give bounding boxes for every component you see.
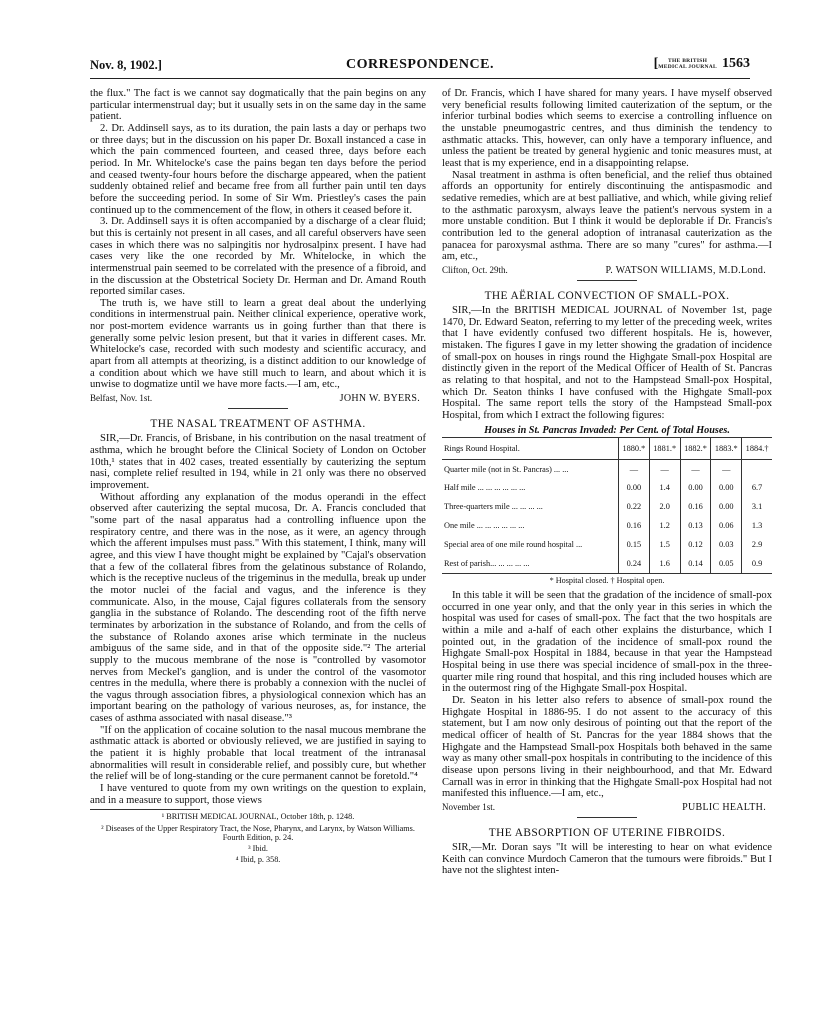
table-cell: 0.16 xyxy=(619,517,650,536)
table-note: * Hospital closed. † Hospital open. xyxy=(549,576,665,586)
table-cell: 2.0 xyxy=(649,498,680,517)
table-cell: 0.00 xyxy=(619,479,650,498)
table-cell: 0.12 xyxy=(680,536,711,555)
divider xyxy=(577,817,637,818)
signature xyxy=(442,802,772,814)
table-cell: 0.00 xyxy=(711,498,742,517)
section-title: CORRESPONDENCE. xyxy=(346,57,494,72)
table-cell: 0.13 xyxy=(680,517,711,536)
page-header xyxy=(90,56,750,79)
divider xyxy=(577,280,637,281)
signature-place: Belfast, Nov. 1st. xyxy=(90,393,153,404)
paragraph: Without affording any explanation of the modus operandi in the effect observed after cauterizing the septal mucosa, Dr. A. Francis concluded that "some part of the nasal apparatus had a controlling influence upon the respiratory centre, and there was in the nose, as it were, an agency through which the afferent impulses must pass." With this statement, I think, many will agree, and this view I have thought might be explained by "Cajal's observation that a few of the collateral fibres from the gelatinous substance of Rolando, which is the receptive nucleus of the trigeminus in the medulla, break up under the motor nuclei of the facial and vagus, and the inference is they communicate. Also, in the mouse, Cajal figures collaterals from the sensory ganglia in the substance of Rolando. The descending root of the fifth nerve terminates by arborization in the substance of Rolando, and from the cells of the substance of Rolando axones arise which terminate in the nucleus ambiguus of the same side, and in that of the opposite side."² The arterial supply to the mucous membrane of the nose is "controlled by vasomotor nerves from Meckel's ganglion, and is under the control of the vasomotor centres in the medulla, where there is probably a connexion with the nuclei of the vagus through association fibres, a physiological connexion which has an important bearing on the pathology of various neuroses, as, for instance, the cases of asthma associated with nasal disease."³ xyxy=(90,491,426,725)
table-cell: 1.5 xyxy=(649,536,680,555)
signature-name: JOHN W. BYERS. xyxy=(339,393,420,405)
table-cell: 0.05 xyxy=(711,555,742,574)
signature-name: PUBLIC HEALTH. xyxy=(682,801,766,813)
signature-place: November 1st. xyxy=(442,801,495,812)
right-column xyxy=(442,88,772,877)
issue-date: Nov. 8, 1902.] xyxy=(90,58,162,72)
table-row xyxy=(442,536,772,555)
table-row xyxy=(442,479,772,498)
table-cell: 0.00 xyxy=(711,479,742,498)
page-number: 1563 xyxy=(722,56,750,71)
table-cell: 0.9 xyxy=(751,559,763,569)
paragraph: "If on the application of cocaine solution to the nasal mucous membrane the asthmatic attack is aborted or obviously relieved, we are justified in saying to the patient it is highly probable that local treatment of the intranasal abnormalities will result in considerable relief, and possibly cure, but whether the relief will be of long-standing or the cure permanent cannot be foretold."⁴ xyxy=(90,724,426,783)
table-cell: Quarter mile (not in St. Pancras) ... ... xyxy=(442,460,619,479)
smallpox-table xyxy=(442,437,772,574)
paragraph: The truth is, we have still to learn a great deal about the underlying conditions in intermenstrual pain. Neither clinical experience, operative work, nor post-mortem evidence warrants us in going further than that there is generally some pelvic lesion present, but that it varies in different cases. Mr. Whitelocke's case, recorded with such modesty and scientific accuracy, and apart from all attempts at theorizing, is a distinct addition to our knowledge of a condition about which we have still much to learn, and about which it is unwise to dogmatize until we have more facts.—I am, etc., xyxy=(90,297,426,391)
table-cell: 1.3 xyxy=(751,521,763,531)
footnote: ² Diseases of the Upper Respiratory Tract, the Nose, Pharynx, and Larynx, by Watson Williams. Fourth Edition, p. 24. xyxy=(101,823,415,842)
table-cell: — xyxy=(711,460,742,479)
paragraph: I have ventured to quote from my own writings on the question to explain, and in a measure to support, those views xyxy=(90,783,426,806)
paragraph: 2. Dr. Addinsell says, as to its duration, the pain lasts a day or perhaps two or three days; but in the discussion on his paper Dr. Boxall instanced a case in which the pain commenced fourteen, and ceased three, days before each period. In Mr. Whitelocke's case the pains began ten days before the period and ceased twenty-four hours before the discharge appeared, when the patient suddenly obtained relief and became free from all further pain until ten days before the succeeding period. In some of Sir Wm. Priestley's cases the pain continued up to the commencement of the flow, in others it ceased before it. xyxy=(90,122,426,216)
table-cell: 1.2 xyxy=(649,517,680,536)
paragraph: In this table it will be seen that the gradation of the incidence of small-pox occurred in one year only, and that the only year in this series in which the hospital was used for cases of small-pox. The fact that the two hospitals are within a mile and a-half of each other explains the disturbance, which I pointed out, in the gradation of the incidence of small-pox round the Highgate Small-pox Hospital in 1884, because in that year the Hampstead Hospital being in use there was special incidence of small-pox in the three-quarter mile ring round that hospital, and this ring included houses which are in the outermost ring of the Highgate Small-pox Hospital. xyxy=(442,590,772,695)
signature xyxy=(90,393,426,405)
table-header-row xyxy=(442,438,772,460)
column-header: 1883.* xyxy=(711,438,742,460)
footnote: ¹ BRITISH MEDICAL JOURNAL, October 18th, p. 1248. xyxy=(161,812,355,822)
table-cell: — xyxy=(619,460,650,479)
table-cell: Special area of one mile round hospital ... xyxy=(442,536,619,555)
table-cell: Three-quarters mile ... ... ... ... xyxy=(442,498,619,517)
table-cell: 0.06 xyxy=(711,517,742,536)
table-row xyxy=(442,555,772,574)
table-cell: 0.14 xyxy=(680,555,711,574)
footnote-divider xyxy=(90,809,200,810)
table-cell: 3.1 xyxy=(751,502,763,512)
paragraph: SIR,—Mr. Doran says "It will be interesting to hear on what evidence Keith can convince Murdoch Cameron that the tumours were fibroids." But I have not the slightest inten- xyxy=(442,842,772,877)
table-cell: — xyxy=(649,460,680,479)
table-cell: 2.9 xyxy=(751,540,763,550)
table-row xyxy=(442,517,772,536)
table-cell: Half mile ... ... ... ... ... ... xyxy=(442,479,619,498)
table-cell: 1.4 xyxy=(649,479,680,498)
paragraph: Nasal treatment in asthma is often beneficial, and the relief thus obtained affords an opportunity for entirely discontinuing the antispasmodic and sedative remedies, which are at best palliative, and which, while giving relief to the asthmatic paroxysm, always leave the patient's nervous system in a more unstable condition. But I think it would be deplorable if Dr. Francis's contribution led to the general adoption of intranasal cauterization as the panacea for paroxysmal asthma. There are so many "cures" for asthma.—I am, etc., xyxy=(442,169,772,263)
column-header: 1881.* xyxy=(649,438,680,460)
left-column xyxy=(90,88,426,864)
article-title: THE ABSORPTION OF UTERINE FIBROIDS. xyxy=(488,826,726,839)
signature xyxy=(442,265,772,277)
table-caption: Houses in St. Pancras Invaded: Per Cent. of Total Houses. xyxy=(484,424,730,436)
paragraph: of Dr. Francis, which I have shared for many years. I have myself observed very beneficial results following limited cauterization of the septum, or the inferior turbinal bodies which seems to exercise a controlling influence on the unstable pneumogastric centres, and thus diminish the tendency to asthmatic attacks. This, however, can only have a temporary influence, and unless the patient be treated by general hygienic and tonic measures must, at least that is my experience, end in a disappointing relapse. xyxy=(442,88,772,169)
table-row xyxy=(442,498,772,517)
article-title: THE NASAL TREATMENT OF ASTHMA. xyxy=(150,417,366,430)
table-cell: 0.03 xyxy=(711,536,742,555)
table-cell xyxy=(742,460,772,479)
journal-page: [ THE BRITISH MEDICAL JOURNAL 1563 xyxy=(653,56,750,71)
table-cell: 1.6 xyxy=(649,555,680,574)
paragraph: SIR,—Dr. Francis, of Brisbane, in his contribution on the nasal treatment of asthma, which he brought before the Clinical Society of London on October 10th,¹ states that in 402 cases, treated essentially by cauterizing the septum nasi, complete relief resulted in 194, while in 21 only was there no observed improvement. xyxy=(90,433,426,491)
column-header: Rings Round Hospital. xyxy=(442,438,619,460)
paragraph: SIR,—In the BRITISH MEDICAL JOURNAL of November 1st, page 1470, Dr. Edward Seaton, referring to my letter of the preceding week, writes that I have evidently confused two different hospitals. He is, however, mistaken. The figures I gave in my letter showing the gradation of incidence of small-pox on houses in rings round the Highgate Small-pox Hospital are distinctly given in the report of the Medical Officer of Health of St. Pancras as relating to that hospital, and not to the Hampstead Small-pox Hospital, which Dr. Seaton thinks I have confused with the Highgate Small-pox Hospital. The same report tells the story of the Hampstead Small-pox Hospital, from which I extract the following figures: xyxy=(442,305,772,422)
table-cell: 0.24 xyxy=(619,555,650,574)
table-cell: Rest of parish... ... ... ... ... xyxy=(442,555,619,574)
table-row xyxy=(442,460,772,479)
article-title: THE AËRIAL CONVECTION OF SMALL-POX. xyxy=(484,289,730,302)
footnote: ⁴ Ibid, p. 358. xyxy=(235,855,281,865)
paragraph: Dr. Seaton in his letter also refers to absence of small-pox round the Highgate Hospital in 1886-95. I do not assent to the accuracy of this statement, but I am now only desirous of pointing out that the report of the medical officer of health of St. Pancras for the year 1884 shows that the Highgate and the Hampstead Small-pox Hospitals both behaved in the same way as many other small-pox hospitals in contributing to the incidence of this disease upon persons living in their neighbourhood, and that Mr. Edward Carnall was in error in thinking that the Highgate Small-pox Hospital had not manifested this influence.—I am, etc., xyxy=(442,694,772,800)
signature-name: P. WATSON WILLIAMS, M.D.Lond. xyxy=(605,264,766,276)
table-cell: 0.22 xyxy=(619,498,650,517)
footnote: ³ Ibid. xyxy=(248,843,268,853)
paragraph: the flux." The fact is we cannot say dogmatically that the pain begins on any particular intermenstrual day; but it usually sets in on the same day in the same patient. xyxy=(90,88,426,123)
journal-name: THE BRITISH MEDICAL JOURNAL xyxy=(658,57,717,70)
table-cell: — xyxy=(680,460,711,479)
signature-place: Clifton, Oct. 29th. xyxy=(442,264,508,275)
table-cell: 0.00 xyxy=(680,479,711,498)
column-header: 1882.* xyxy=(680,438,711,460)
paragraph: 3. Dr. Addinsell says it is often accompanied by a discharge of a clear fluid; but this is certainly not present in all cases, and all careful observers have seen cases in which there was no salpingitis nor hydrosalpinx present. I have had cases very like the one recorded by Mr. Whitelocke, in which the intermenstrual pain seemed to be correlated with the presence of a fibroid, and in the discussion at the Obstetrical Society Dr. Herman and Dr. Amand Routh reported similar cases. xyxy=(90,216,426,298)
table-cell: 6.7 xyxy=(751,483,763,493)
table-cell: One mile ... ... ... ... ... ... xyxy=(442,517,619,536)
column-header: 1880.* xyxy=(619,438,650,460)
table-cell: 0.16 xyxy=(680,498,711,517)
table-cell: 0.15 xyxy=(619,536,650,555)
column-header: 1884.† xyxy=(745,443,769,453)
divider xyxy=(228,408,288,409)
